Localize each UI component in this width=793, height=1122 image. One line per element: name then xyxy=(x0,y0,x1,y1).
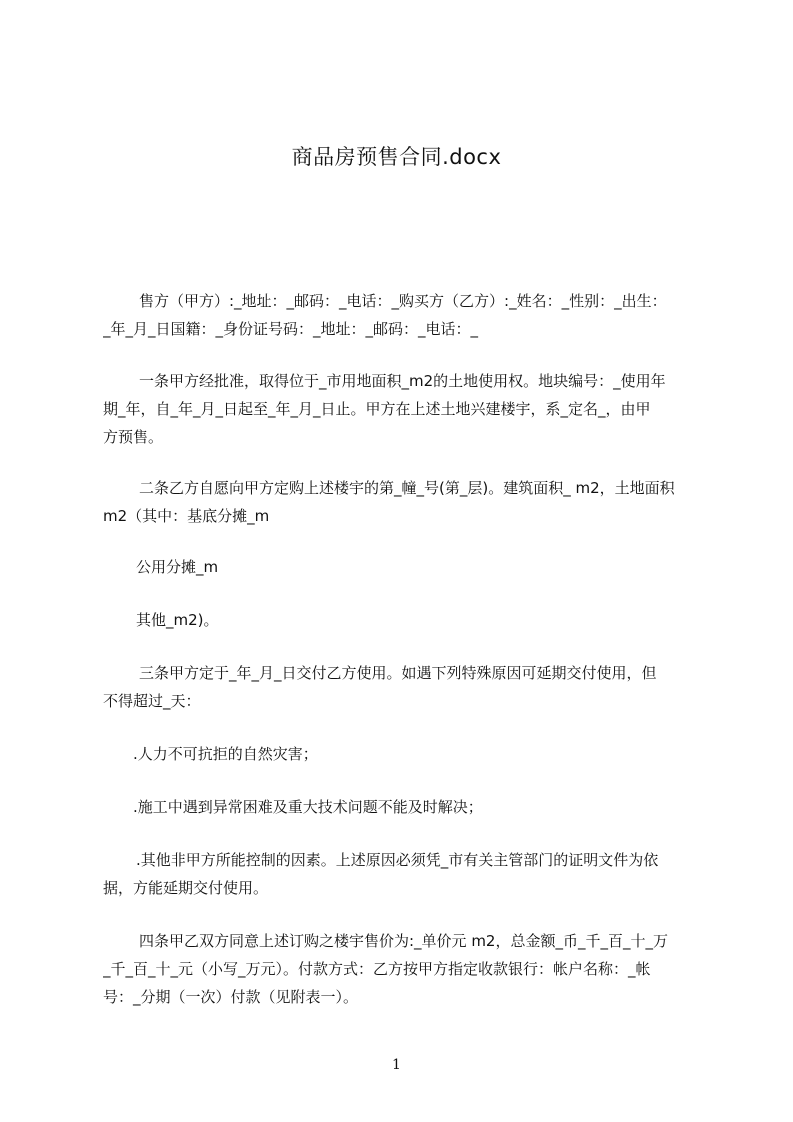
document-title: 商品房预售合同.docx xyxy=(291,145,502,169)
paragraph-clause-3 xyxy=(103,659,715,715)
text-line: _年_月_日国籍：_身份证号码：_地址：_邮码：_电话：_ xyxy=(103,320,479,338)
text-line: .其他非甲方所能控制的因素。上述原因必须凭_市有关主管部门的证明文件为依 xyxy=(136,851,659,869)
text-line: 三条甲方定于_年_月_日交付乙方使用。如遇下列特殊原因可延期交付使用，但 xyxy=(139,664,657,682)
text-line: .人力不可抗拒的自然灾害； xyxy=(133,745,318,763)
text-line: _千_百_十_元（小写_万元）。付款方式：乙方按甲方指定收款银行：帐户名称：_帐 xyxy=(103,960,651,978)
text-line: m2（其中：基底分摊_m xyxy=(103,507,270,525)
text-line: 期_年，自_年_月_日起至_年_月_日止。甲方在上述土地兴建楼宇，系_定名_，由甲 xyxy=(103,400,651,418)
text-line: 售方（甲方）:_地址：_邮码：_电话：_购买方（乙方）:_姓名：_性别：_出生： xyxy=(139,292,667,310)
text-line: 二条乙方自愿向甲方定购上述楼宇的第_幢_号(第_层)。建筑面积_ m2，土地面积 xyxy=(139,479,675,497)
paragraph-seller-buyer-info xyxy=(103,287,715,343)
text-line: 一条甲方经批准，取得位于_市用地面积_m2的土地使用权。地块编号：_使用年 xyxy=(139,372,666,390)
paragraph-force-majeure xyxy=(103,740,715,768)
text-line: 号：_分期（一次）付款（见附表一）。 xyxy=(103,988,359,1006)
text-line: 不得超过_天： xyxy=(103,692,201,710)
paragraph-other-share xyxy=(103,606,715,634)
paragraph-other-factors xyxy=(103,846,715,902)
paragraph-public-share xyxy=(103,553,715,581)
paragraph-clause-4 xyxy=(103,927,715,1011)
text-line: 公用分摊_m xyxy=(136,558,219,576)
text-line: 其他_m2)。 xyxy=(136,611,219,629)
paragraph-clause-2 xyxy=(103,474,715,530)
paragraph-construction-difficulty xyxy=(103,793,715,821)
text-line: 据，方能延期交付使用。 xyxy=(103,879,269,897)
page-number: 1 xyxy=(392,1057,401,1073)
text-line: .施工中遇到异常困难及重大技术问题不能及时解决； xyxy=(133,798,483,816)
text-line: 四条甲乙双方同意上述订购之楼宇售价为:_单价元 m2，总金额_币_千_百_十_万 xyxy=(139,932,668,950)
paragraph-clause-1 xyxy=(103,367,715,451)
text-line: 方预售。 xyxy=(103,428,164,446)
